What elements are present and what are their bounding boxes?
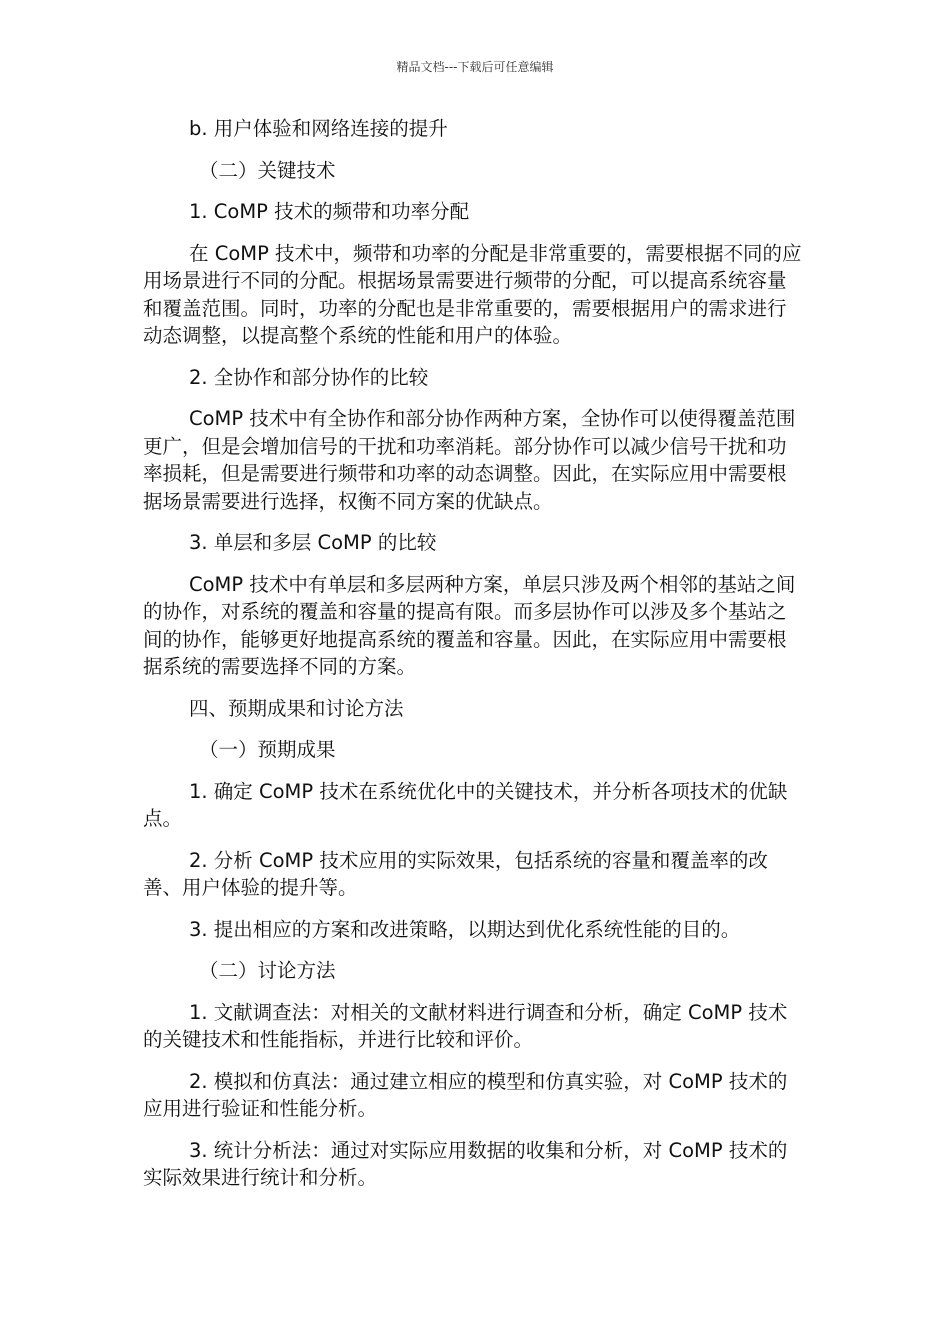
paragraph-13: 3. 提出相应的方案和改进策略，以期达到优化系统性能的目的。: [189, 917, 741, 941]
paragraph-6: CoMP 技术中有全协作和部分协作两种方案，全协作可以使得覆盖范围更广，但是会增加信号的干扰和功率消耗。部分协作可以减少信号干扰和功率损耗，但是需要进行频带和功率的动态调整。因此，在实际应用中需要根据场景需要进行选择，权衡不同方案的优缺点。: [143, 407, 796, 513]
page-header: 精品文档---下载后可任意编辑: [396, 60, 554, 74]
section-heading-expected-results: 四、预期成果和讨论方法: [189, 696, 404, 720]
paragraph-5: 2. 全协作和部分协作的比较: [189, 365, 429, 389]
document-body: [143, 115, 803, 1206]
paragraph-1: b. 用户体验和网络连接的提升: [189, 117, 448, 140]
subsection-heading-methods: （二）讨论方法: [199, 959, 336, 982]
paragraph-16: 2. 模拟和仿真法：通过建立相应的模型和仿真实验，对 CoMP 技术的应用进行验证和性能分析。: [143, 1069, 788, 1120]
paragraph-12: 2. 分析 CoMP 技术应用的实际效果，包括系统的容量和覆盖率的改善、用户体验的提升等。: [143, 848, 768, 899]
paragraph-15: 1. 文献调查法：对相关的文献材料进行调查和分析，确定 CoMP 技术的关键技术和性能指标，并进行比较和评价。: [143, 1000, 788, 1051]
paragraph-17: 3. 统计分析法：通过对实际应用数据的收集和分析，对 CoMP 技术的实际效果进行统计和分析。: [143, 1138, 788, 1189]
paragraph-7: 3. 单层和多层 CoMP 的比较: [189, 531, 437, 554]
paragraph-8: CoMP 技术中有单层和多层两种方案，单层只涉及两个相邻的基站之间的协作，对系统的覆盖和容量的提高有限。而多层协作可以涉及多个基站之间的协作，能够更好地提高系统的覆盖和容量。因此，在实际应用中需要根据系统的需要选择不同的方案。: [143, 572, 796, 678]
subsection-heading-expected: （一）预期成果: [199, 738, 336, 761]
paragraph-11: 1. 确定 CoMP 技术在系统优化中的关键技术，并分析各项技术的优缺点。: [143, 779, 788, 830]
paragraph-3: 1. CoMP 技术的频带和功率分配: [189, 200, 470, 223]
paragraph-4: 在 CoMP 技术中，频带和功率的分配是非常重要的，需要根据不同的应用场景进行不同的分配。根据场景需要进行频带的分配，可以提高系统容量和覆盖范围。同时，功率的分配也是非常重要的，需要根据用户的需求进行动态调整，以提高整个系统的性能和用户的体验。: [143, 241, 802, 347]
section-heading-key-tech: （二）关键技术: [199, 158, 336, 182]
